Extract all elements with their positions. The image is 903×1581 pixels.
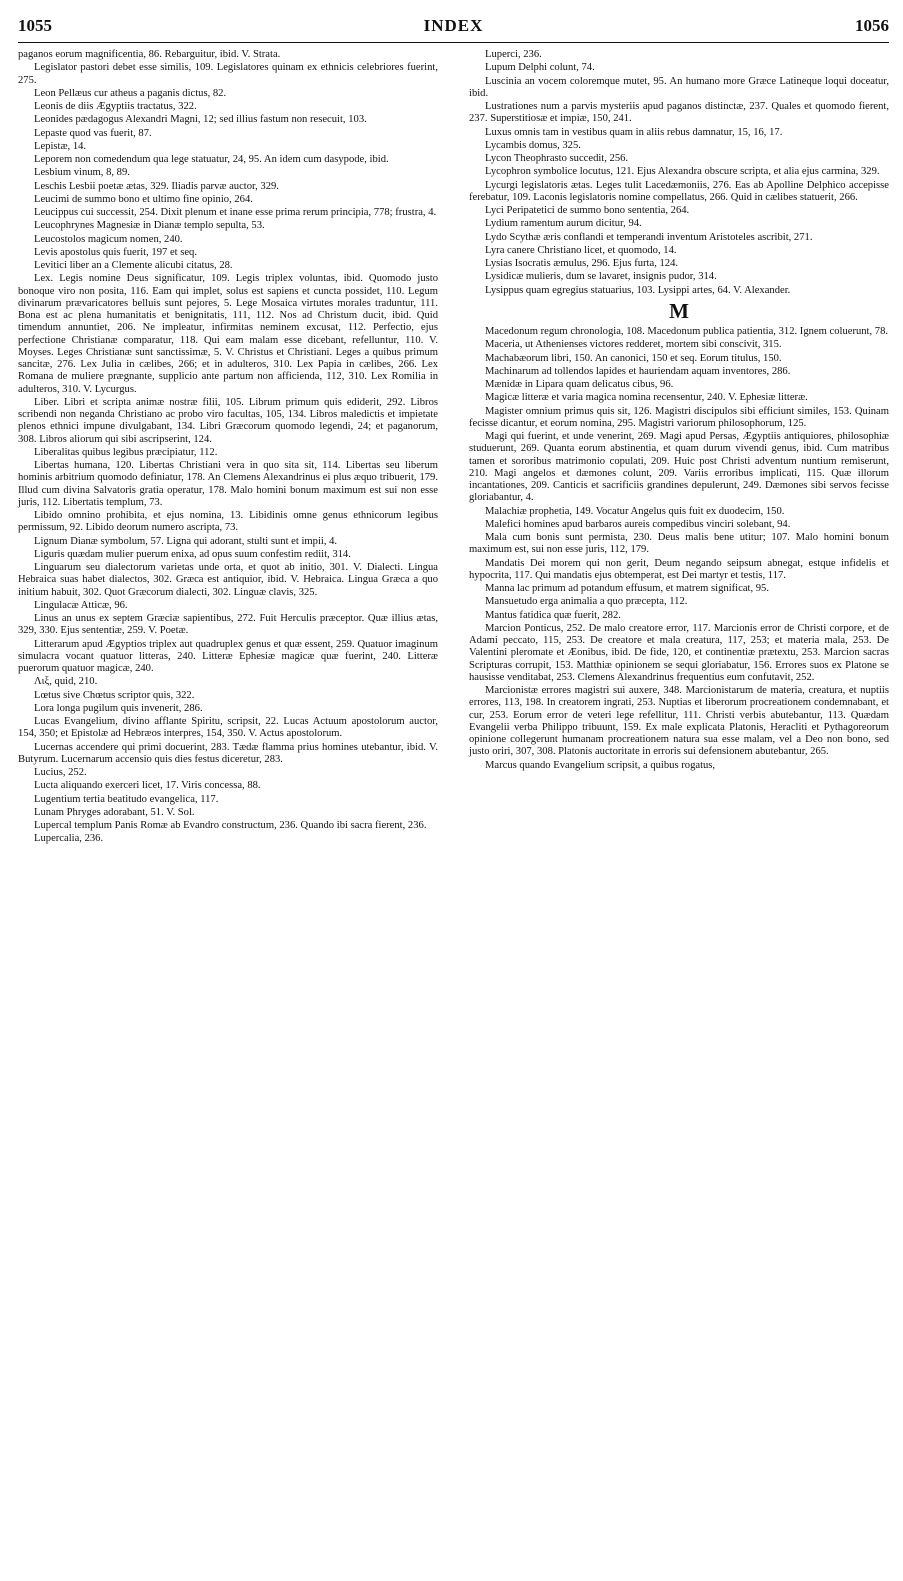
index-entry: Lucius, 252.	[34, 767, 87, 778]
page-number-right: 1056	[855, 16, 889, 35]
index-entry: Lupum Delphi colunt, 74.	[485, 62, 595, 74]
index-entry: Lyci Peripatetici de summo bono sententia, 264.	[485, 205, 690, 216]
index-entry: Liguris quædam mulier puerum enixa, ad opus suum confestim rediit, 314.	[34, 548, 351, 560]
index-entry: Lupercal templum Panis Romæ ab Evandro constructum, 236. Quando ibi sacra fierent, 236.	[34, 820, 427, 831]
index-entry: Lycambis domus, 325.	[485, 139, 581, 151]
index-entry: Marcion Ponticus, 252. De malo creatore error, 117. Marcionis error de Christi corpore, et de Adami peccato, 115, 253. De creatore et mala creatura, 117, 253; et materia mala, 253. De Valentini pleromate et Æonibus, ibid. De fide, 120, et continentiæ prætextu, 253. Marcion sacras Scripturas corrupit, 153. Matthiæ opinionem se sequi gloriabatur, 156. Errores suos ex Platone se hausisse venditabat, 253. Clemens Alexandrinus frequentius eum confutavit, 252.	[469, 622, 889, 683]
page-title: INDEX	[423, 16, 484, 35]
index-entry: Linguarum seu dialectorum varietas unde orta, et quot ab initio, 301. V. Dialecti. Lingua Hebraica suas habet dialectos, 302. Græca est antiquior, ibid. V. Hebraica. Lingua Græca a quo initium habuit, 302. Quot Græcorum dialecti, 302. Linguæ clavis, 325.	[18, 562, 438, 598]
index-entry: Lœtus sive Chœtus scriptor quis, 322.	[34, 689, 195, 701]
index-entry: Liberalitas quibus legibus præcipiatur, 112.	[34, 446, 218, 458]
index-entry: Lepistæ, 14.	[34, 140, 87, 152]
index-entry: Lora longa pugilum quis invenerit, 286.	[34, 702, 203, 714]
index-entry: Lesbium vinum, 8, 89.	[34, 167, 130, 179]
index-entry: Luscinia an vocem coloremque mutet, 95. An humano more Græce Latineque loqui doceatur, ibid.	[469, 75, 889, 99]
index-entry: paganos eorum magnificentia, 86. Rebarguitur, ibid. V. Strata.	[18, 49, 281, 60]
index-entry: Malachiæ prophetia, 149. Vocatur Angelus quis fuit ex duodecim, 150.	[485, 505, 785, 517]
index-entry: Luperci, 236.	[485, 49, 542, 60]
index-entry: Malefici homines apud barbaros aureis compedibus vinciri solebant, 94.	[485, 518, 791, 530]
running-head	[18, 14, 889, 43]
index-entry: Mantus fatidica quæ fuerit, 282.	[485, 609, 621, 621]
index-entry: Mansuetudo erga animalia a quo præcepta, 112.	[485, 596, 688, 608]
index-entry: Leucippus cui successit, 254. Dixit plenum et inane esse prima rerum principia, 778; frustra, 4.	[34, 207, 437, 218]
index-entry: Leonis de diis Ægyptiis tractatus, 322.	[34, 101, 197, 112]
right-column-m-entries	[469, 326, 889, 772]
index-entry: Levitici liber an a Clemente alicubi citatus, 28.	[34, 260, 233, 271]
index-entry: Litterarum apud Ægyptios triplex aut quadruplex genus et quæ essent, 259. Quatuor imaginum simulacra vocant quatuor litteras, 240. Litteræ Ephesiæ magicæ quæ fuerint, 240. Litteræ puerorum quatuor magicæ, 240.	[18, 638, 438, 674]
index-entry: Libido omnino prohibita, et ejus nomina, 13. Libidinis omne genus ethnicorum legibus permissum, 92. Libido deorum numero ascripta, 73.	[18, 510, 438, 534]
index-columns	[18, 49, 889, 847]
right-column	[469, 49, 889, 847]
index-entry: Marcus quando Evangelium scripsit, a quibus rogatus,	[485, 759, 716, 771]
index-entry: Linus an unus ex septem Græciæ sapientibus, 272. Fuit Herculis præceptor. Quæ illius ætas, 329, 330. Ejus sententiæ, 259. V. Poetæ.	[18, 613, 438, 637]
index-entry: Magister omnium primus quis sit, 126. Magistri discipulos sibi efficiunt similes, 153. Quinam fecisse dicantur, et eorum nomina, 295. Magistri variorum philosophorum, 125.	[469, 405, 889, 429]
index-entry: Marcionistæ errores magistri sui auxere, 348. Marcionistarum de materia, creatura, et nuptiis errores, 113, 198. In creatorem ingrati, 253. Nuptias et liberorum procreationem condemnabant, et cur, 253. Eorum error de veteri lege refellitur, 111. Christi verbis abutebantur, 113. Quædam Evangelii verba Philippo tribuunt, 159. Ex male explicata Platonis, Heracliti et Pythagoreorum opinione collegerunt humanam procreationem natura sua esse malam, vel a Deo non bono, sed justo oriri, 307, 308. Platonis auctoritate in erroris sui defensionem abutebantur, 265.	[469, 685, 889, 758]
index-entry: Lysidicæ mulieris, dum se lavaret, insignis pudor, 314.	[485, 271, 717, 283]
section-letter-heading: M	[669, 298, 689, 323]
index-entry: Leucophrynes Magnesiæ in Dianæ templo sepulta, 53.	[34, 220, 265, 232]
index-entry: Magi qui fuerint, et unde venerint, 269. Magi apud Persas, Ægyptiis antiquiores, philosophiæ studuerunt, 269. Quanta eorum abstinentia, et quam durum vivendi genus, ibid. Cum matribus tamen et sororibus matrimonio copulati, 209. Huic post Christi adventum nuntium remiserunt, 210. Magi angelos et dæmones colunt, 209. Variis erroribus implicati, 115. Quæ illorum incantationes, 209. Canticis et sacrificiis grandines depulerunt, 249. Dæmones sibi servos fecisse gloriabantur, 4.	[469, 431, 889, 504]
index-entry: Mala cum bonis sunt permista, 230. Deus malis bene utitur; 107. Malo homini bonum maximum est, sui non esse juris, 112, 179.	[469, 532, 889, 556]
index-entry: Lupercalia, 236.	[34, 833, 104, 845]
index-entry: Lydium ramentum aurum dicitur, 94.	[485, 218, 642, 230]
index-entry: Levis apostolus quis fuerit, 197 et seq.	[34, 246, 198, 258]
index-entry: Machinarum ad tollendos lapides et hauriendam aquam inventores, 286.	[485, 365, 791, 377]
index-entry: Lucas Evangelium, divino afflante Spiritu, scripsit, 22. Lucas Actuum apostolorum auctor, 154, 350; et Epistolæ ad Hebræos interpres, 154, 350. V. Actus apostolorum.	[18, 716, 438, 740]
index-entry: Lunam Phryges adorabant, 51. V. Sol.	[34, 806, 195, 818]
index-entry: Mænidæ in Lipara quam delicatus cibus, 96.	[485, 379, 674, 390]
index-entry: Lepaste quod vas fuerit, 87.	[34, 127, 152, 139]
page-number-left: 1055	[18, 16, 52, 35]
index-entry: Leucostolos magicum nomen, 240.	[34, 233, 183, 245]
index-entry: Manna lac primum ad potandum effusum, et matrem significat, 95.	[485, 583, 769, 594]
index-entry: Leporem non comedendum qua lege statuatur, 24, 95. An idem cum dasypode, ibid.	[34, 154, 389, 165]
index-entry: Magicæ litteræ et varia magica nomina recensentur, 240. V. Ephesiæ litteræ.	[485, 392, 808, 404]
index-entry: Luxus omnis tam in vestibus quam in aliis rebus damnatur, 15, 16, 17.	[485, 126, 783, 138]
index-entry: Lycurgi legislatoris ætas. Leges tulit Lacedæmoniis, 276. Eas ab Apolline Delphico accepisse ferebatur, 109. Laconis legislatoris nomine compellatus, 266. Quid in cælibes statuerit, 266.	[469, 179, 889, 203]
index-entry: Macedonum regum chronologia, 108. Macedonum publica patientia, 312. Ignem coluerunt, 78.	[485, 326, 889, 337]
index-entry: Lydo Scythæ æris conflandi et temperandi inventum Aristoteles ascribit, 271.	[485, 231, 813, 243]
left-column	[18, 49, 438, 847]
index-entry: Lucta aliquando exerceri licet, 17. Viris concessa, 88.	[34, 780, 261, 792]
index-entry: Λιξ, quid, 210.	[34, 676, 98, 688]
index-entry: Machabæorum libri, 150. An canonici, 150 et seq. Eorum titulus, 150.	[485, 352, 782, 364]
index-entry: Leschis Lesbii poetæ ætas, 329. Iliadis parvæ auctor, 329.	[34, 180, 279, 192]
index-entry: Leucimi de summo bono et ultimo fine opinio, 264.	[34, 193, 253, 205]
index-entry: Lingulacæ Atticæ, 96.	[34, 599, 128, 611]
index-entry: Lucernas accendere qui primi docuerint, 283. Tædæ flamma prius homines utebantur, ibid. V. Butyrum. Lucernarum accensio quis dies festus diceretur, 283.	[18, 741, 438, 765]
index-entry: Maceria, ut Athenienses victores redderet, mortem sibi conscivit, 315.	[485, 339, 782, 351]
index-entry: Lignum Dianæ symbolum, 57. Ligna qui adorant, stulti sunt et impii, 4.	[34, 535, 338, 547]
index-entry: Leon Pellæus cur atheus a paganis dictus, 82.	[34, 87, 227, 99]
index-entry: Legislator pastori debet esse similis, 109. Legislatores quinam ex ethnicis celebriores fuerint, 275.	[18, 62, 438, 86]
index-entry: Lycon Theophrasto succedit, 256.	[485, 153, 629, 164]
index-entry: Lysippus quam egregius statuarius, 103. Lysippi artes, 64. V. Alexander.	[485, 284, 791, 296]
index-entry: Lustrationes num a parvis mysteriis apud paganos distinctæ, 237. Quales et quomodo fierent, 237. Superstitiosæ et impiæ, 150, 241.	[469, 101, 889, 125]
index-entry: Liber. Libri et scripta animæ nostræ filii, 105. Librum primum quis ediderit, 292. Libros scribendi non neganda Christiano ac probo viro facultas, 105, 134. Libros maledictis et impietate plenos ethnici impune divulgabant, 134. Libri Græcorum quomodo legendi, 24; et paganorum, 308. Libros aliorum qui sibi ascripserint, 124.	[18, 396, 438, 445]
index-entry: Leonides pædagogus Alexandri Magni, 12; sed illius fastum non resecuit, 103.	[34, 114, 367, 126]
index-entry: Lycophron symbolice locutus, 121. Ejus Alexandra obscure scripta, et alia ejus carmina, 329.	[485, 166, 880, 178]
right-column-l-entries	[469, 49, 889, 297]
index-entry: Lex. Legis nomine Deus significatur, 109. Legis triplex voluntas, ibid. Quomodo justo bonoque viro non posita, 116. Eam qui implet, solus est sapiens et cuncta possidet, 110. Legum divinarum prævaricatores belluis sunt pejores, 5. Lege Mosaica virtutes morales traduntur, 111. Bona est ac plena humanitatis et benignitatis, 111, 112. Nos ad Christum ducit, ibid. Quid timendum annuntiet, 206. Ne impleatur, infirmitas neminem excusat, 112. Perfectio, ejus perfectione Christianæ comparatur, 118. Qui eam malam esse dicebant, refelluntur, 110. V. Moyses. Leges Christianæ sunt sanctissimæ, 5. V. Christus et Christiani. Leges a quibus primum sancitæ, 276. Lex Julia in cælibes, 266; et in adulteros, 310. Lex Papia in cælibes, 266. Lex Romana de muliere prægnante, supplicio ante partum non afficienda, 112, 310. Lex Romilia in adulteros, 310. V. Lycurgus.	[18, 273, 438, 395]
index-entry: Libertas humana, 120. Libertas Christiani vera in quo sita sit, 114. Libertas seu liberum hominis arbitrium quomodo definiatur, 178. An Clemens Alexandrinus ei plus æquo tribuerit, 179. Illud cum divina Salvatoris gratia operatur, 178. Malo homini bonum maximum est sui non esse juris, 112. Libertatis templum, 73.	[18, 460, 438, 508]
index-entry: Lysias Isocratis æmulus, 296. Ejus furta, 124.	[485, 258, 679, 269]
index-entry: Lyra canere Christiano licet, et quomodo, 14.	[485, 244, 677, 256]
index-entry: Lugentium tertia beatitudo evangelica, 117.	[34, 793, 219, 805]
index-entry: Mandatis Dei morem qui non gerit, Deum negando seipsum abnegat, estque infidelis et hypocrita, 117. Qui mandatis ejus obtemperat, est Dei martyr et testis, 117.	[469, 557, 889, 581]
